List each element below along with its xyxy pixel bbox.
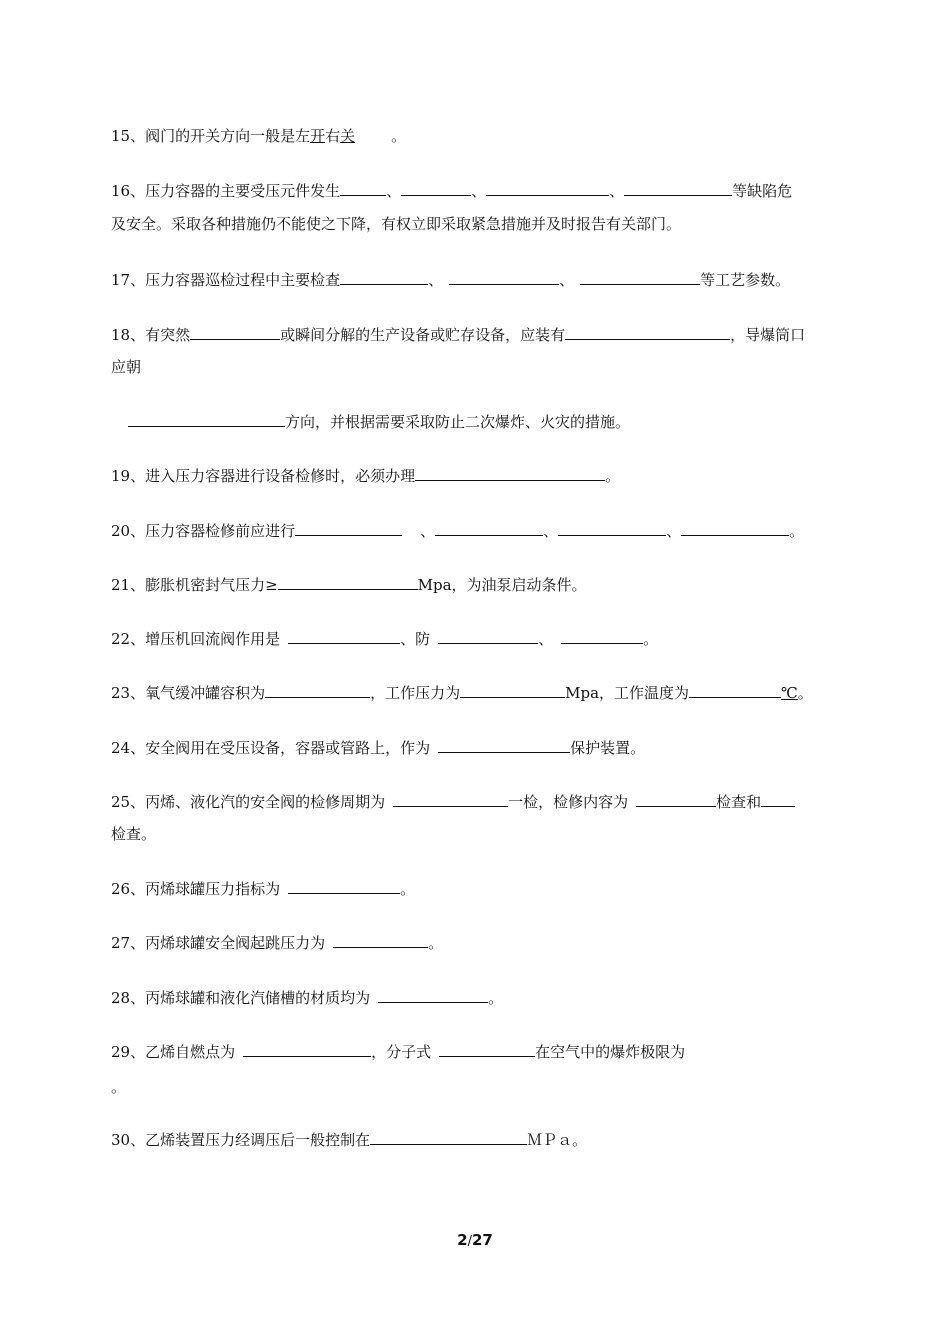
question-text: 25、丙烯、液化汽的安全阀的检修周期为 (111, 793, 386, 811)
question-text: 。 (391, 127, 407, 145)
question-text: 。 (605, 467, 621, 485)
answer-blank[interactable] (370, 1129, 527, 1145)
answer-blank[interactable] (761, 791, 795, 807)
question-18-continued-2 (128, 411, 630, 432)
question-text: 17、压力容器巡检过程中主要检查 (111, 271, 341, 289)
answer-blank[interactable] (438, 628, 538, 644)
question-text: Mpa，为油泵启动条件。 (417, 576, 587, 594)
question-30 (111, 1129, 587, 1150)
question-text: 16、压力容器的主要受压元件发生 (111, 182, 341, 200)
current-page: 2 (457, 1231, 468, 1249)
question-18-continued (111, 357, 141, 377)
question-text: 23、氧气缓冲罐容积为 (111, 684, 266, 702)
answer-blank[interactable] (624, 180, 732, 196)
question-text: 等工艺参数。 (700, 271, 791, 289)
answer-blank[interactable] (340, 269, 428, 285)
question-15 (111, 126, 406, 146)
question-text: 检查。 (111, 825, 157, 843)
answer-blank[interactable] (278, 574, 418, 590)
answer-blank[interactable] (565, 324, 730, 340)
answer-blank[interactable] (378, 987, 488, 1003)
question-23: 23、氧气缓冲罐容积为 ，工作压力为 Mpa，工作温度为 ℃。 (111, 684, 813, 702)
question-text: 检查和 (716, 793, 762, 811)
answer-blank[interactable] (401, 180, 471, 196)
answer-text: 右 (325, 127, 341, 145)
question-text: 28、丙烯球罐和液化汽储槽的材质均为 (111, 989, 371, 1007)
answer-blank[interactable] (243, 1041, 371, 1057)
question-text: 30、乙烯装置压力经调压后一般控制在 (111, 1131, 371, 1149)
question-26: 26、丙烯球罐压力指标为 。 (111, 880, 416, 898)
question-28: 28、丙烯球罐和液化汽储槽的材质均为 。 (111, 989, 504, 1007)
question-text: 或瞬间分解的生产设备或贮存设备，应装有 (280, 326, 566, 344)
answer-blank[interactable] (415, 465, 605, 481)
question-16-continued (111, 214, 681, 234)
answer-blank[interactable] (486, 180, 609, 196)
question-20: 20、压力容器检修前应进行 、 、 、 。 (111, 522, 805, 540)
answer-blank[interactable] (449, 269, 559, 285)
answer-blank[interactable] (128, 411, 285, 427)
answer-blank[interactable] (438, 737, 570, 753)
question-21 (111, 574, 587, 595)
question-text: 一检，检修内容为 (508, 793, 629, 811)
answer-text: 开 (310, 127, 326, 145)
answer-blank[interactable] (295, 520, 402, 536)
answer-blank[interactable] (435, 520, 543, 536)
answer-blank[interactable] (689, 682, 781, 698)
question-text: 15、阀门的开关方向一般是左 (111, 127, 311, 145)
answer-blank[interactable] (561, 628, 643, 644)
answer-text: 关 (340, 127, 356, 145)
answer-blank[interactable] (190, 324, 280, 340)
question-text: 20、压力容器检修前应进行 (111, 522, 296, 540)
question-27: 27、丙烯球罐安全阀起跳压力为 。 (111, 934, 444, 952)
question-text: ，工作压力为 (370, 684, 461, 702)
question-text: 24、安全阀用在受压设备，容器或管路上，作为 (111, 739, 431, 757)
answer-blank[interactable] (333, 932, 428, 948)
question-24 (111, 737, 645, 758)
question-text: ＭＰａ。 (527, 1131, 588, 1149)
question-19 (111, 465, 620, 486)
question-29-continued: 。 (111, 1078, 127, 1096)
question-text: 、防 (400, 630, 431, 648)
answer-blank[interactable] (681, 520, 789, 536)
question-text: ，分子式 (371, 1043, 432, 1061)
answer-blank[interactable] (580, 269, 700, 285)
question-text: 方向，并根据需要采取防止二次爆炸、火灾的措施。 (285, 413, 631, 431)
question-17: 17、压力容器巡检过程中主要检查 、 、 等工艺参数。 (111, 271, 791, 289)
answer-blank[interactable] (636, 791, 716, 807)
question-25 (111, 791, 795, 812)
question-22: 22、增压机回流阀作用是 、防 、 。 (111, 630, 659, 648)
question-text: 27、丙烯球罐安全阀起跳压力为 (111, 934, 326, 952)
total-pages: 27 (471, 1231, 493, 1249)
answer-blank[interactable] (340, 180, 386, 196)
question-29 (111, 1041, 685, 1062)
answer-blank[interactable] (460, 682, 565, 698)
question-text: 18、有突然 (111, 326, 191, 344)
question-text: 21、膨胀机密封气压力≥ (111, 576, 278, 594)
unit-text: ℃ (781, 684, 798, 702)
question-text: 应朝 (111, 358, 142, 376)
question-18 (111, 324, 805, 345)
question-text: 22、增压机回流阀作用是 (111, 630, 281, 648)
question-text: 29、乙烯自燃点为 (111, 1043, 236, 1061)
answer-blank[interactable] (265, 682, 370, 698)
question-text: 26、丙烯球罐压力指标为 (111, 880, 281, 898)
question-text: 在空气中的爆炸极限为 (535, 1043, 686, 1061)
question-text: ，导爆筒口 (730, 326, 806, 344)
answer-blank[interactable] (558, 520, 666, 536)
answer-blank[interactable] (288, 878, 400, 894)
answer-blank[interactable] (393, 791, 508, 807)
question-text: 保护装置。 (570, 739, 646, 757)
question-16: 16、压力容器的主要受压元件发生 、 、 、 等缺陷危 (111, 182, 793, 200)
answer-blank[interactable] (288, 628, 400, 644)
answer-blank[interactable] (439, 1041, 535, 1057)
question-text: 及安全。采取各种措施仍不能使之下降，有权立即采取紧急措施并及时报告有关部门。 (111, 215, 682, 233)
page-number: 2/27 (457, 1231, 493, 1249)
question-text: 等缺陷危 (732, 182, 793, 200)
question-text: 19、进入压力容器进行设备检修时，必须办理 (111, 467, 416, 485)
question-text: Mpa，工作温度为 (565, 684, 690, 702)
question-25-continued (111, 824, 156, 844)
